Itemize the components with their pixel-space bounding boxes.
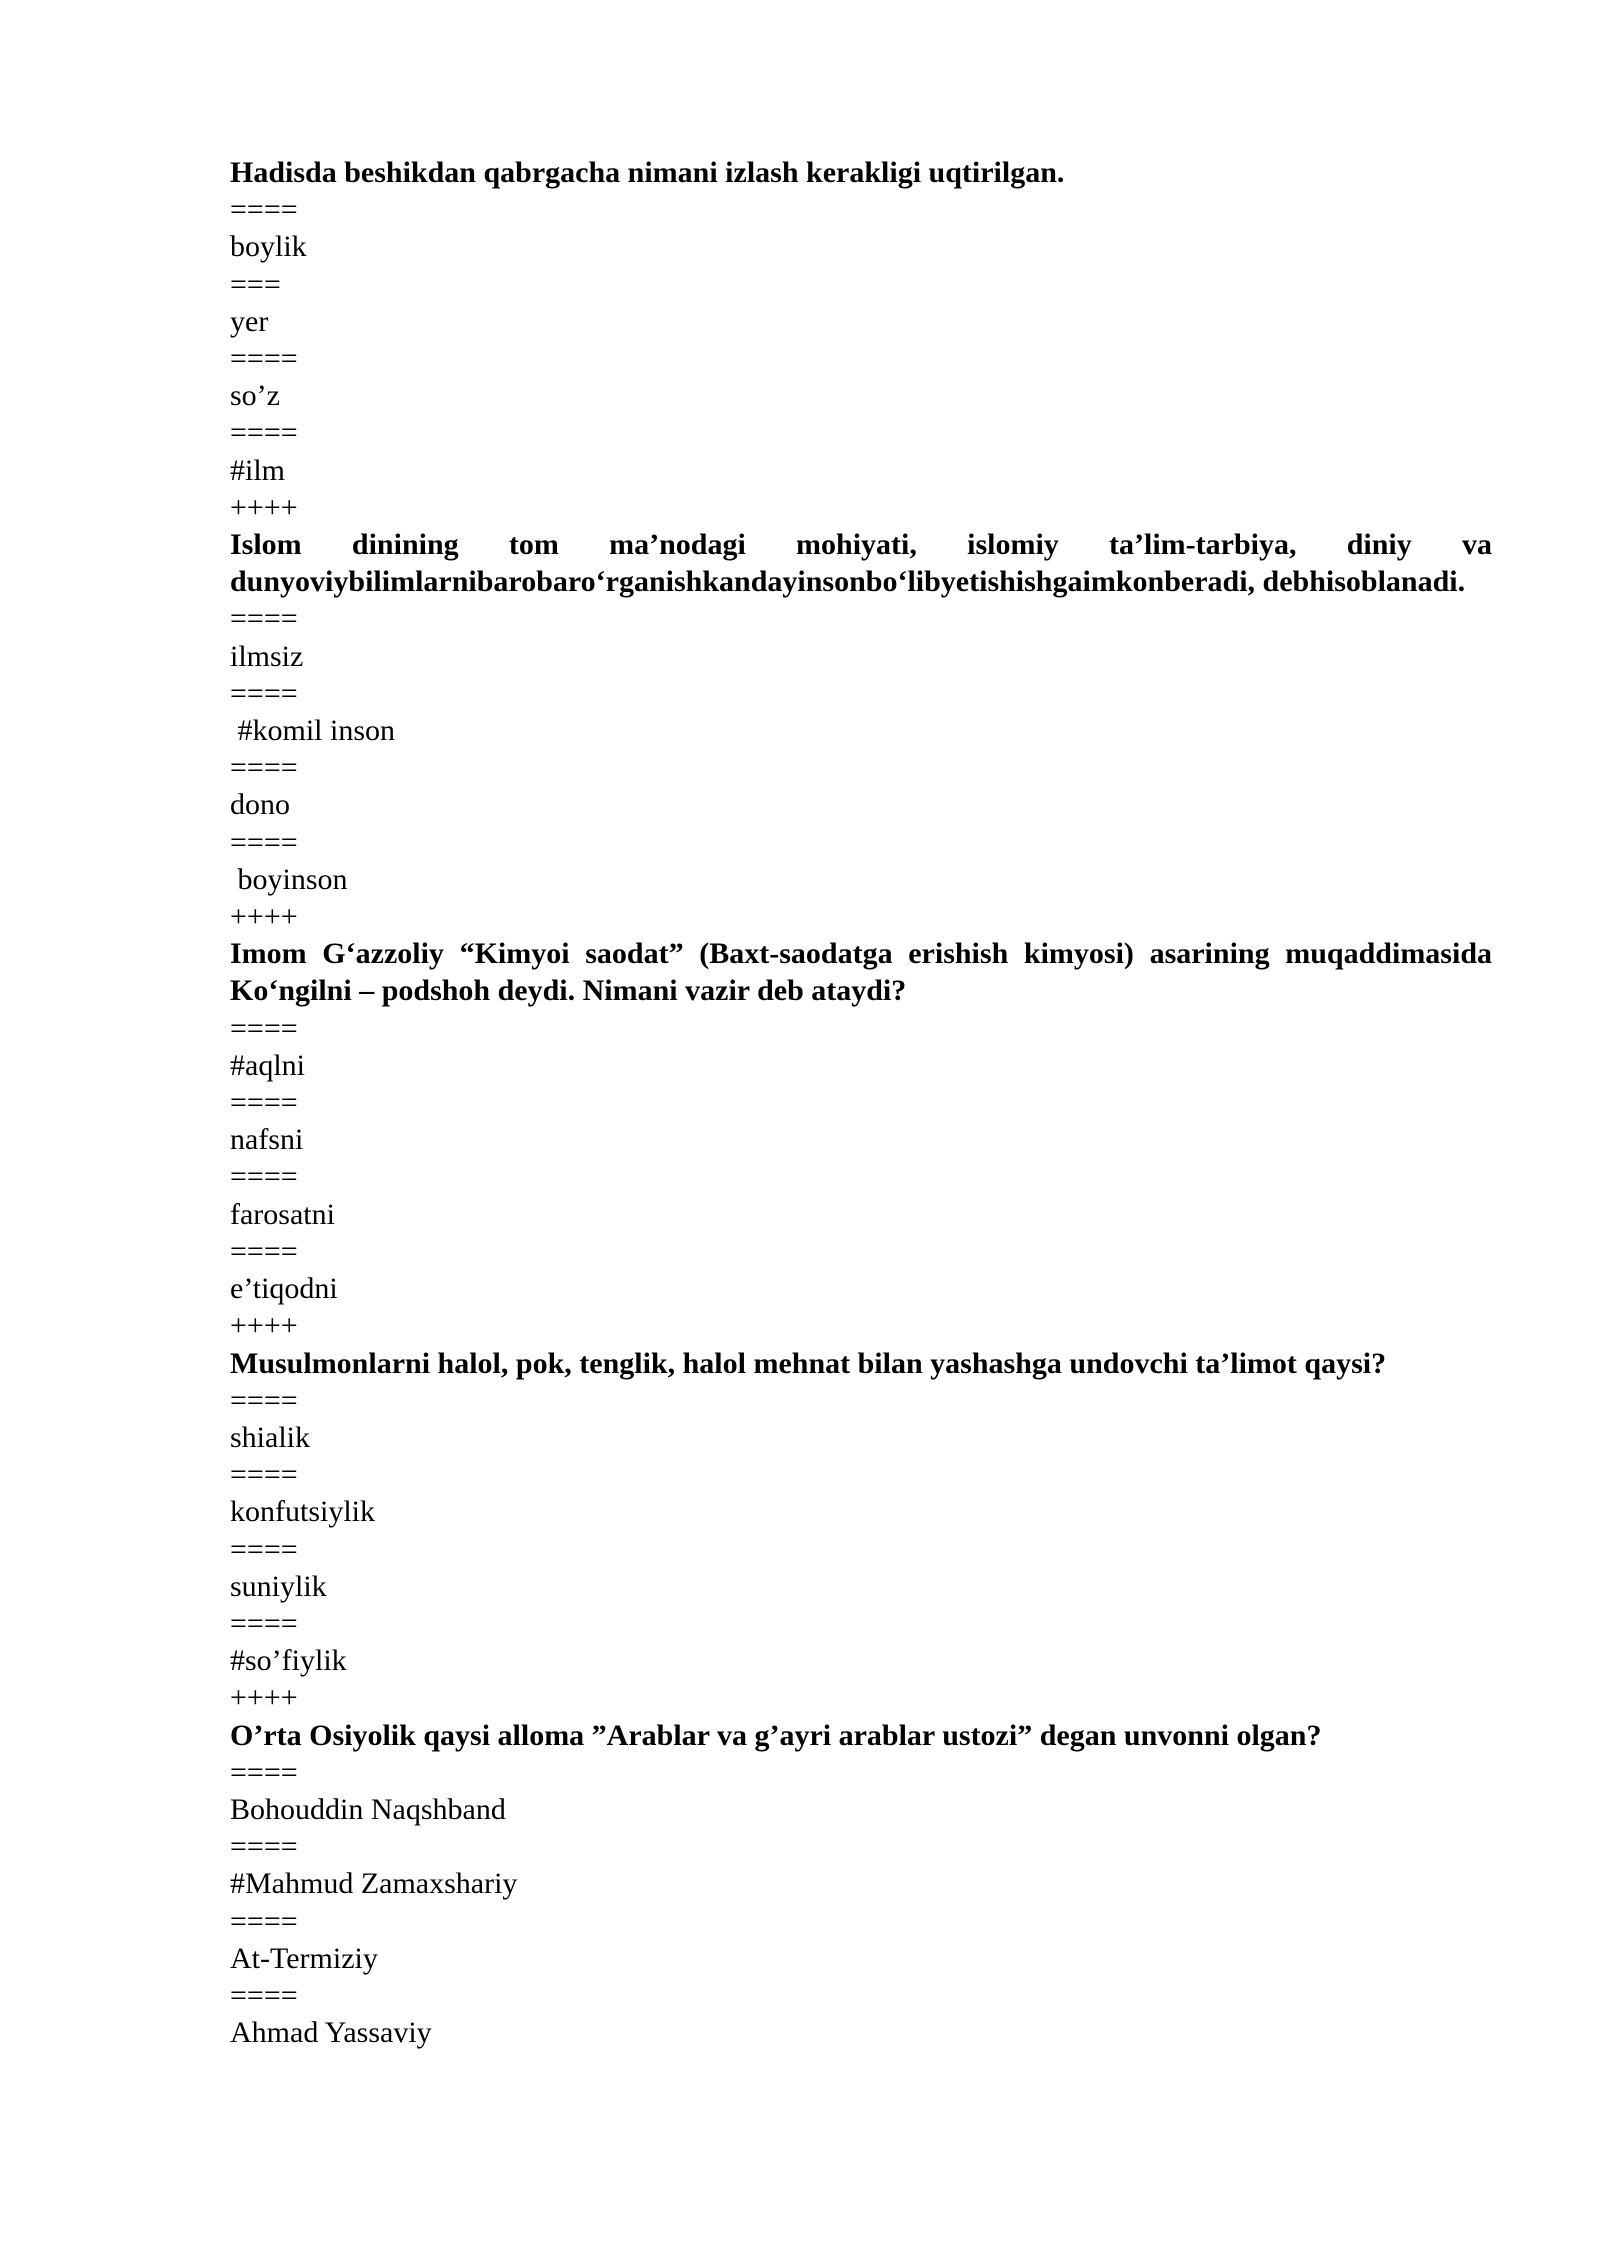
option-separator: ==== xyxy=(230,1234,298,1268)
option-separator: ==== xyxy=(230,1011,298,1045)
answer-option: boyinson xyxy=(230,862,348,896)
question-text: O’rta Osiyolik qaysi alloma ”Arablar va g’ayri arablar ustozi” degan unvonni olgan? xyxy=(230,1718,1322,1752)
answer-option: At-Termiziy xyxy=(230,1941,378,1975)
option-separator: ==== xyxy=(230,416,298,450)
answer-option: Bohouddin Naqshband xyxy=(230,1792,506,1826)
option-separator: ==== xyxy=(230,1086,298,1120)
answer-option-correct: #so’fiylik xyxy=(230,1644,347,1678)
answer-option: farosatni xyxy=(230,1197,335,1231)
question-block-3 xyxy=(230,935,1492,1344)
answer-option: nafsni xyxy=(230,1123,304,1157)
question-block-4 xyxy=(230,1345,1492,1717)
option-separator: ==== xyxy=(230,193,298,227)
option-separator: ==== xyxy=(230,342,298,376)
answer-option: Ahmad Yassaviy xyxy=(230,2016,432,2050)
question-text: Hadisda beshikdan qabrgacha nimani izlash kerakligi uqtirilgan. xyxy=(230,156,1065,189)
option-separator: ==== xyxy=(230,1830,298,1864)
question-block-2 xyxy=(230,526,1492,935)
option-separator: ==== xyxy=(230,1606,298,1640)
answer-option: boylik xyxy=(230,230,307,264)
answer-option-correct: #ilm xyxy=(230,453,286,487)
question-block-5 xyxy=(230,1717,1492,2052)
question-end-marker: ++++ xyxy=(230,490,298,524)
question-text: Musulmonlarni halol, pok, tenglik, halol mehnat bilan yashashga undovchi ta’limot qaysi? xyxy=(230,1346,1387,1380)
option-separator: ==== xyxy=(230,1904,298,1938)
answer-option: suniylik xyxy=(230,1569,327,1603)
answer-option-correct: #Mahmud Zamaxshariy xyxy=(230,1867,518,1901)
question-end-marker: ++++ xyxy=(230,900,298,934)
option-separator: ==== xyxy=(230,602,298,636)
answer-option: shialik xyxy=(230,1420,310,1454)
option-separator: ==== xyxy=(230,1458,298,1492)
option-separator: ==== xyxy=(230,676,298,710)
answer-option: konfutsiylik xyxy=(230,1495,376,1529)
option-separator: ==== xyxy=(230,1383,298,1417)
answer-option-correct: #aqlni xyxy=(230,1048,305,1082)
question-end-marker: ++++ xyxy=(230,1309,298,1343)
question-text: Islom dinining tom ma’nodagi mohiyati, islomiy ta’lim-tarbiya, diniy va dunyoviybilimlarnibarobaro‘rganishkandayinsonbo‘libyetishishgaimkonberadi, debhisoblanadi. xyxy=(230,528,1492,599)
option-separator: ==== xyxy=(230,751,298,785)
answer-option: yer xyxy=(230,304,269,338)
option-separator: ==== xyxy=(230,825,298,859)
option-separator: ==== xyxy=(230,1160,298,1194)
option-separator: ==== xyxy=(230,1755,298,1789)
answer-option: dono xyxy=(230,788,290,822)
document-body xyxy=(230,154,1492,2051)
option-separator: ==== xyxy=(230,1978,298,2012)
answer-option: so’z xyxy=(230,379,280,413)
answer-option: ilmsiz xyxy=(230,639,304,673)
option-separator: === xyxy=(230,267,281,301)
question-text: Imom G‘azzoliy “Kimyoi saodat” (Baxt-saodatga erishish kimyosi) asarining muqaddimasida Ko‘ngilni – podshoh deydi. Nimani vazir deb ataydi? xyxy=(230,937,1492,1008)
answer-option: e’tiqodni xyxy=(230,1272,338,1306)
answer-option-correct: #komil inson xyxy=(230,714,396,748)
option-separator: ==== xyxy=(230,1532,298,1566)
question-end-marker: ++++ xyxy=(230,1681,298,1715)
question-block-1 xyxy=(230,154,1492,526)
